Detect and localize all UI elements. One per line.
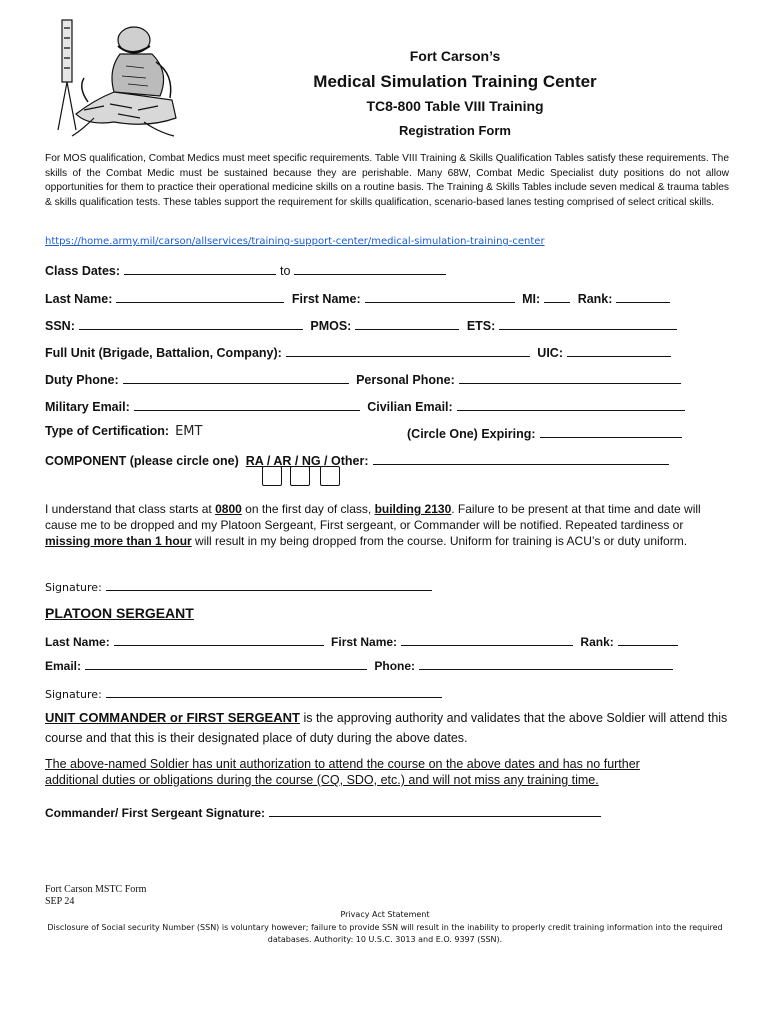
expiring-field[interactable] <box>540 424 682 438</box>
class-end-field[interactable] <box>294 261 446 275</box>
privacy-text: Disclosure of Social security Number (SSN) is voluntary however; failure to provide SSN will result in the inability to properly credit training information into the required databases. Authority: 10 U.S.C. 3013 and E.O. 9397 (SSN). <box>47 923 723 944</box>
military-email-label: Military Email: <box>45 400 130 414</box>
phone-row <box>45 370 685 387</box>
psg-email-label: Email: <box>45 659 82 673</box>
psg-contact-row <box>45 656 677 673</box>
civilian-email-label: Civilian Email: <box>367 400 453 414</box>
training-title: TC8-800 Table VIII Training <box>366 98 544 114</box>
agreement-text-2: on the first day of class, <box>245 502 372 516</box>
component-ar[interactable]: AR <box>273 454 292 468</box>
other-label: / Other: <box>324 454 369 468</box>
mi-field[interactable] <box>544 289 570 303</box>
student-signature-field[interactable] <box>106 580 432 591</box>
component-checkbox-1[interactable] <box>262 466 282 486</box>
psg-first-name-label: First Name: <box>331 635 398 649</box>
medic-soldiers-illustration-icon <box>48 18 186 140</box>
form-date: SEP 24 <box>45 896 75 907</box>
class-dates-label: Class Dates: <box>45 264 121 278</box>
page-title: Medical Simulation Training Center <box>313 72 597 91</box>
cert-type-value[interactable]: EMT <box>175 424 203 439</box>
commander-text: is the approving authority and validates that the above Soldier will attend this course and that this is their designated place of duty during the above dates. <box>45 711 728 745</box>
agreement-text-4: will result in my being dropped from the course. Uniform for training is ACU’s or duty uniform. <box>195 534 688 548</box>
first-name-label: First Name: <box>291 292 361 306</box>
rank-label: Rank: <box>577 292 613 306</box>
intro-paragraph: For MOS qualification, Combat Medics must meet specific requirements. Table VIII Training & Skills Qualification Tables satisfy these requirements. The skills of the Combat Medic must be sustained because they are perishable. Many 68W, Combat Medic Specialist duty positions do not allow opportunities for them to practice their operational medicine skills on a routine basis. The Training & Skills Tables include seven medical & trauma tables & skills qualification tests. These tables support the requirement for skills qualification, scenario-based lanes testing comprised of select critical skills. <box>45 153 729 208</box>
class-start-field[interactable] <box>124 261 276 275</box>
personal-phone-label: Personal Phone: <box>356 373 455 387</box>
privacy-title: Privacy Act Statement <box>340 910 430 919</box>
full-unit-field[interactable] <box>286 343 530 357</box>
personal-phone-field[interactable] <box>459 370 681 384</box>
ssn-field[interactable] <box>79 316 303 330</box>
commander-signature-row <box>45 803 605 820</box>
component-row: COMPONENT (please circle one) RA / AR / NG / Other: <box>45 451 673 468</box>
component-label: COMPONENT (please circle one) <box>45 454 239 468</box>
full-unit-label: Full Unit (Brigade, Battalion, Company): <box>45 346 282 360</box>
missing-hour: missing more than 1 hour <box>45 534 192 548</box>
duty-phone-field[interactable] <box>123 370 349 384</box>
first-name-field[interactable] <box>365 289 515 303</box>
expiring-label: Expiring: <box>481 427 536 441</box>
commander-signature-field[interactable] <box>269 803 601 817</box>
authorization-statement: The above-named Soldier has unit authorization to attend the course on the above dates and has no further additional duties or obligations during the course (CQ, SDO, etc.) and will not miss any training time. <box>45 757 640 787</box>
component-checkbox-3[interactable] <box>320 466 340 486</box>
name-row <box>45 289 674 306</box>
commander-signature-label: Commander/ First Sergeant Signature: <box>45 806 266 820</box>
psg-name-row <box>45 632 682 649</box>
psg-signature-row <box>45 687 446 701</box>
component-ng[interactable]: NG <box>301 454 321 468</box>
rank-field[interactable] <box>616 289 670 303</box>
student-signature-row <box>45 580 436 594</box>
psg-email-field[interactable] <box>85 656 367 670</box>
start-time: 0800 <box>215 502 242 516</box>
to-label: to <box>280 264 291 278</box>
cert-type-label: Type of Certification: <box>45 424 170 438</box>
psg-signature-label: Signature: <box>45 688 102 701</box>
component-checkbox-2[interactable] <box>290 466 310 486</box>
uic-field[interactable] <box>567 343 671 357</box>
uic-label: UIC: <box>537 346 563 360</box>
ssn-row <box>45 316 681 333</box>
psg-phone-label: Phone: <box>374 659 416 673</box>
building-number: building 2130 <box>374 502 452 516</box>
unit-row <box>45 343 675 360</box>
psg-rank-field[interactable] <box>618 632 678 646</box>
circle-one-label: (Circle One) <box>407 427 478 441</box>
certification-row <box>45 424 202 439</box>
email-row <box>45 397 689 414</box>
psg-rank-label: Rank: <box>580 635 614 649</box>
last-name-field[interactable] <box>116 289 284 303</box>
psg-signature-field[interactable] <box>106 687 442 698</box>
duty-phone-label: Duty Phone: <box>45 373 119 387</box>
civilian-email-field[interactable] <box>457 397 685 411</box>
psg-last-name-field[interactable] <box>114 632 324 646</box>
agreement-paragraph <box>45 501 725 549</box>
form-id: Fort Carson MSTC Form <box>45 884 147 895</box>
header-org: Fort Carson’s <box>409 48 501 64</box>
class-dates-row <box>45 261 450 278</box>
commander-paragraph <box>45 708 733 748</box>
military-email-field[interactable] <box>134 397 360 411</box>
mi-label: MI: <box>522 292 541 306</box>
psg-phone-field[interactable] <box>419 656 673 670</box>
form-name: Registration Form <box>399 123 511 138</box>
psg-last-name-label: Last Name: <box>45 635 110 649</box>
last-name-label: Last Name: <box>45 292 113 306</box>
signature-label: Signature: <box>45 581 102 594</box>
pmos-label: PMOS: <box>310 319 352 333</box>
ets-field[interactable] <box>499 316 677 330</box>
psg-first-name-field[interactable] <box>401 632 573 646</box>
pmos-field[interactable] <box>355 316 459 330</box>
agreement-text-3: . Failure to be present at that time and date will cause me to be dropped and my Platoon Sergeant, First sergeant, or Commander will be notified. Repeated tardiness or <box>45 502 701 532</box>
ets-label: ETS: <box>466 319 496 333</box>
platoon-sergeant-heading: PLATOON SERGEANT <box>45 605 194 621</box>
ssn-label: SSN: <box>45 319 75 333</box>
expiring-group <box>407 424 686 441</box>
other-field[interactable] <box>373 451 669 465</box>
component-ra[interactable]: RA <box>245 454 264 468</box>
msct-link[interactable]: https://home.army.mil/carson/allservices/training-support-center/medical-simulation-training-center <box>45 236 545 247</box>
commander-heading: UNIT COMMANDER or FIRST SERGEANT <box>45 710 300 725</box>
agreement-text-1: I understand that class starts at <box>45 502 212 516</box>
